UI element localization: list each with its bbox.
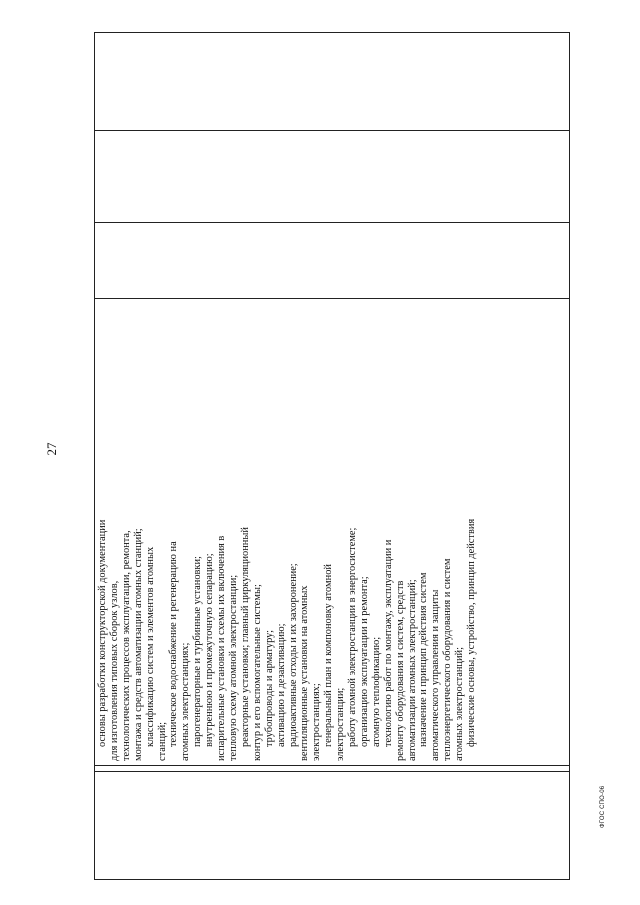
text-line: вентиляционные установки на атомных xyxy=(299,585,311,761)
text-line: парогенераторные и турбинные установки; xyxy=(192,556,204,747)
column-rule-2 xyxy=(95,765,569,766)
text-line: организацию эксплуатации и ремонта; xyxy=(358,576,370,747)
column-rule-4 xyxy=(95,222,569,223)
footer-label: ФГОС СПО-06 xyxy=(600,785,606,828)
column-rule-5 xyxy=(95,130,569,131)
text-line: теплоэнергетического оборудования и систем xyxy=(442,558,454,761)
text-line: генеральный план и компоновку атомной xyxy=(323,564,335,747)
text-line: внутреннюю и промежуточную сепарацию; xyxy=(204,553,216,747)
text-line: тепловую схему атомной электростанции; xyxy=(227,574,239,761)
column-rule-3 xyxy=(95,298,569,299)
text-line: трубопроводы и арматуру; xyxy=(263,629,275,747)
text-line: электростанции; xyxy=(335,687,347,761)
page-number: 27 xyxy=(44,442,59,456)
text-line: атомных электростанций; xyxy=(454,647,466,761)
text-line: физические основы, устройство, принцип действия xyxy=(466,518,478,747)
text-line: атомных электростанциях; xyxy=(180,642,192,761)
text-line: активацию и дезактивацию; xyxy=(275,623,287,747)
text-line: контур и его вспомогательные системы; xyxy=(251,584,263,761)
text-line: электростанциях; xyxy=(311,683,323,761)
text-line: автоматического управления и защиты xyxy=(430,589,442,761)
text-line: радиоактивные отходы и их захоронение; xyxy=(287,563,299,747)
text-line: работу атомной электростанции в энергосистеме; xyxy=(347,527,359,747)
text-line: назначение и принцип действия систем xyxy=(418,572,430,747)
text-line: классификацию систем и элементов атомных xyxy=(144,546,156,747)
text-line: реакторные установки; главный циркуляционный xyxy=(239,527,251,747)
text-line: ремонту оборудования и систем, средств xyxy=(394,580,406,761)
table-cell-text xyxy=(97,303,478,761)
text-line: технологию работ по монтажу, эксплуатации и xyxy=(382,539,394,747)
text-line: основы разработки конструкторской документации xyxy=(97,519,108,747)
column-rule-1 xyxy=(95,771,569,772)
rotated-page xyxy=(94,32,570,880)
text-line: технологических процессов эксплуатации, ремонта, xyxy=(120,530,132,761)
text-line: монтажа и средств автоматизации атомных станций; xyxy=(132,528,144,761)
text-line: испарительные установки и схемы их включения в xyxy=(216,535,228,761)
text-line: станций; xyxy=(156,721,168,761)
text-line: атомную теплофикацию; xyxy=(370,636,382,747)
text-line: автоматизации атомных электростанций; xyxy=(406,579,418,761)
document-table xyxy=(94,32,570,880)
text-line: техническое водоснабжение и регенерацию на xyxy=(168,541,180,747)
text-line: для изготовления типовых сборок узлов, xyxy=(108,580,120,761)
